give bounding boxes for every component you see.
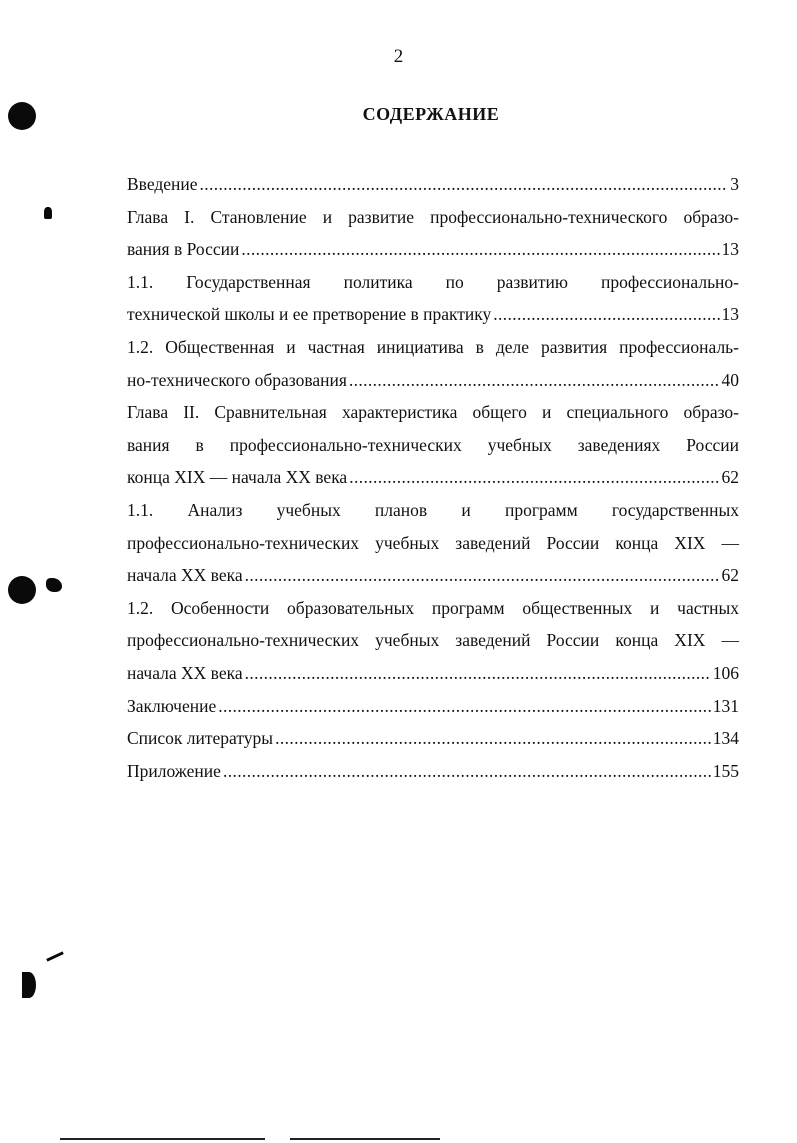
toc-entry-text: начала XX века	[127, 662, 243, 683]
toc-line	[127, 690, 739, 723]
toc-page-number: 62	[721, 565, 739, 586]
toc-line	[127, 364, 739, 397]
toc-entry-text: Приложение	[127, 760, 221, 781]
punch-hole-bottom	[22, 972, 36, 998]
page-title: СОДЕРЖАНИЕ	[362, 104, 500, 124]
toc-page-number: 3	[730, 174, 739, 194]
toc-entry-section-2-1[interactable]	[127, 494, 739, 592]
toc-page-number: 13	[721, 239, 739, 260]
scan-speck	[44, 207, 52, 219]
toc-entry-text: Введение	[127, 174, 198, 194]
toc-page-number: 40	[721, 369, 739, 390]
toc-line: Глава I. Становление и развитие профессионально-технического образо-	[127, 206, 739, 227]
dot-leader	[218, 690, 711, 723]
toc-line: 1.2. Особенности образовательных программ общественных и частных	[127, 597, 739, 618]
toc-page-number: 62	[721, 467, 739, 488]
toc-entry-chapter-1[interactable]	[127, 201, 739, 266]
toc-line	[127, 298, 739, 331]
toc-line: 1.1. Анализ учебных планов и программ государственных	[127, 499, 739, 520]
toc-line	[127, 657, 739, 690]
dot-leader	[349, 364, 720, 397]
toc-page-number: 155	[712, 760, 739, 781]
toc-entry-section-1-2[interactable]	[127, 331, 739, 396]
toc-entry-appendix[interactable]	[127, 755, 739, 788]
toc-line	[127, 755, 739, 788]
toc-entry-text: конца XIX — начала XX века	[127, 467, 348, 488]
punch-hole-middle	[8, 576, 36, 604]
toc-page-number: 13	[721, 304, 739, 325]
dot-leader	[275, 722, 711, 755]
toc-line: 1.1. Государственная политика по развитию профессионально-	[127, 271, 739, 292]
dot-leader	[349, 461, 719, 494]
toc-line: вания в профессионально-технических учебных заведениях России	[127, 434, 739, 455]
toc-entry-section-1-1[interactable]	[127, 266, 739, 331]
toc-entry-section-2-2[interactable]	[127, 592, 739, 690]
dot-leader	[245, 559, 720, 592]
table-of-contents	[127, 168, 739, 787]
toc-line	[127, 233, 739, 266]
toc-page-number: 131	[712, 695, 739, 716]
toc-entry-introduction[interactable]	[127, 168, 739, 201]
bottom-edge-line	[60, 1138, 265, 1140]
dot-leader	[241, 233, 719, 266]
toc-line	[127, 559, 739, 592]
bottom-edge-line	[290, 1138, 440, 1140]
toc-entry-text: технической школы и ее претворение в практику	[127, 304, 492, 325]
toc-page-number: 134	[712, 728, 739, 749]
toc-line: профессионально-технических учебных заведений России конца XIX —	[127, 532, 739, 553]
dot-leader	[245, 657, 711, 690]
toc-entry-conclusion[interactable]	[127, 690, 739, 723]
toc-line: 1.2. Общественная и частная инициатива в деле развития профессиональ-	[127, 336, 739, 357]
toc-line	[127, 461, 739, 494]
dot-leader	[200, 168, 729, 201]
punch-hole-top	[8, 102, 36, 130]
toc-line	[127, 168, 739, 201]
toc-entry-text: Список литературы	[127, 728, 274, 749]
toc-entry-text: Заключение	[127, 695, 217, 716]
dot-leader	[223, 755, 711, 788]
toc-entry-bibliography[interactable]	[127, 722, 739, 755]
dot-leader	[493, 298, 719, 331]
toc-line: Глава II. Сравнительная характеристика общего и специального образо-	[127, 402, 739, 423]
toc-entry-chapter-2[interactable]	[127, 396, 739, 494]
scan-speck	[46, 578, 62, 592]
page-number: 2	[393, 46, 404, 67]
toc-entry-text: начала XX века	[127, 565, 243, 586]
scan-speck	[46, 951, 64, 961]
toc-line	[127, 722, 739, 755]
toc-line: профессионально-технических учебных заведений России конца XIX —	[127, 630, 739, 651]
toc-entry-text: вания в России	[127, 239, 240, 260]
toc-entry-text: но-технического образования	[127, 369, 347, 390]
toc-page-number: 106	[712, 662, 739, 683]
